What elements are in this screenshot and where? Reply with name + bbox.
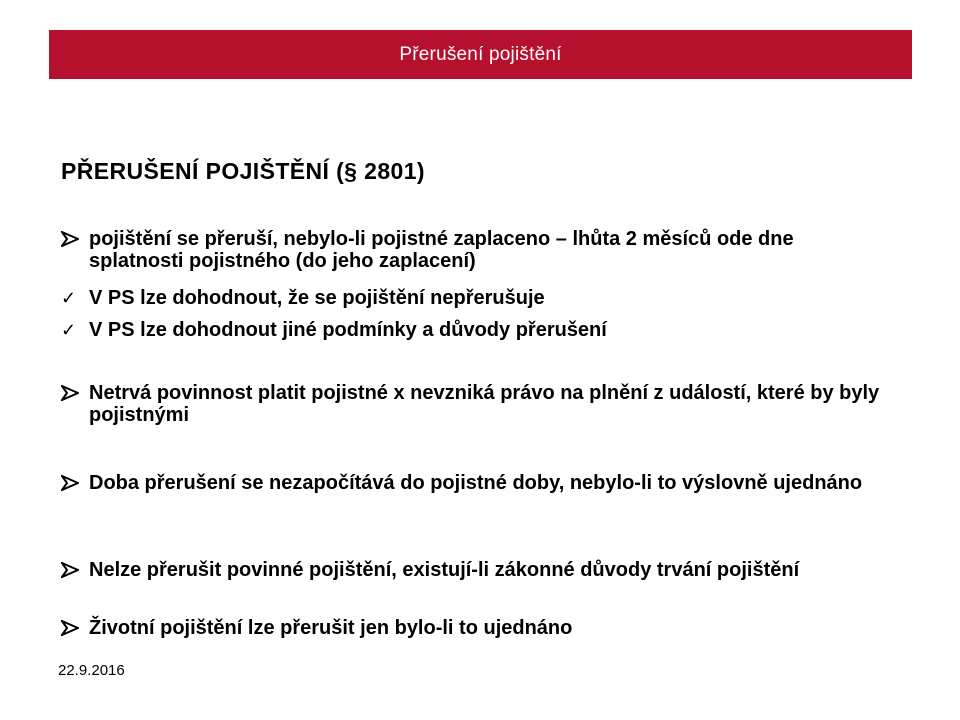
bullet-text: V PS lze dohodnout, že se pojištění nepřerušuje bbox=[89, 287, 545, 309]
arrow-icon bbox=[61, 617, 89, 636]
bullet-text: Doba přerušení se nezapočítává do pojistné doby, nebylo-li to výslovně ujednáno bbox=[89, 472, 863, 494]
arrow-icon bbox=[61, 382, 89, 401]
bullet-text: pojištění se přeruší, nebylo-li pojistné zaplaceno – lhůta 2 měsíců ode dne splatnosti pojistného (do jeho zaplacení) bbox=[89, 228, 794, 272]
bullet-text: Netrvá povinnost platit pojistné x nevzniká právo na plnění z událostí, které by byly pojistnými bbox=[89, 382, 880, 426]
arrow-icon bbox=[61, 228, 89, 247]
bullet-text: Nelze přerušit povinné pojištění, existují-li zákonné důvody trvání pojištění bbox=[89, 559, 800, 581]
bullet-item bbox=[61, 617, 881, 639]
slide-title: PŘERUŠENÍ POJIŠTĚNÍ (§ 2801) bbox=[61, 158, 425, 184]
bullet-item bbox=[61, 472, 881, 494]
arrow-icon bbox=[61, 559, 89, 578]
bullet-item bbox=[61, 559, 881, 581]
bullet-text: V PS lze dohodnout jiné podmínky a důvody přerušení bbox=[89, 319, 607, 341]
bullet-item bbox=[61, 382, 881, 426]
bullet-item bbox=[61, 228, 881, 272]
bullet-item bbox=[61, 319, 881, 341]
header-title: Přerušení pojištění bbox=[399, 43, 562, 65]
check-icon: ✓ bbox=[61, 320, 77, 340]
bullet-text: Životní pojištění lze přerušit jen bylo-li to ujednáno bbox=[89, 617, 573, 639]
check-icon: ✓ bbox=[61, 288, 77, 308]
header-bar bbox=[49, 30, 912, 79]
bullet-item bbox=[61, 287, 881, 309]
footer-date: 22.9.2016 bbox=[58, 662, 125, 679]
arrow-icon bbox=[61, 472, 89, 491]
